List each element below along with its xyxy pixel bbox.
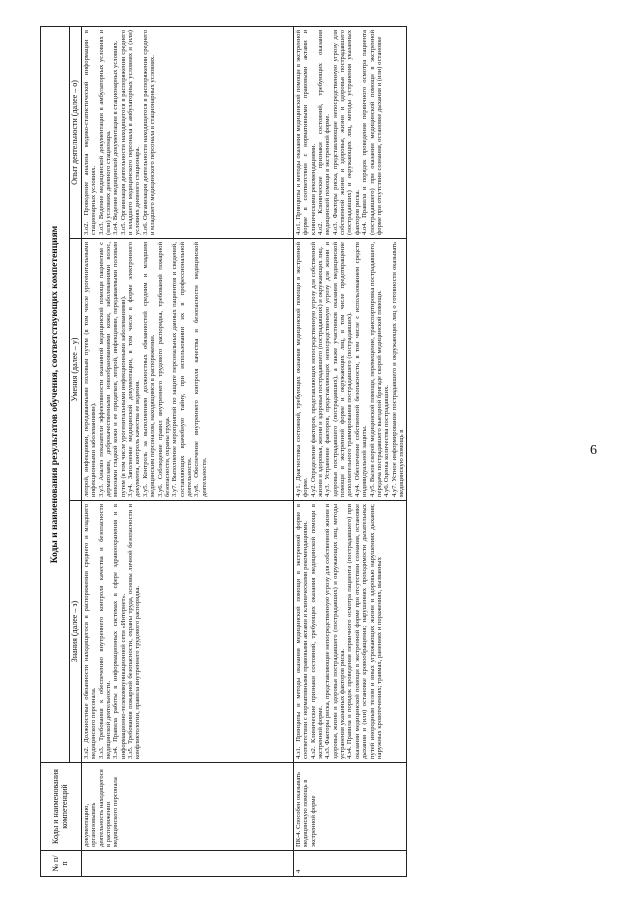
skill-item: 4.у2. Определение факторов, представляющих непосредственную угрозу для собственной жизни и здоровья, жизни и здоровья пострадавшего (пострадавших) и окружающих лиц. <box>309 242 324 497</box>
skill-item: 3.у5. Контроль за выполнением должностных обязанностей средним и младшим медицинским персоналом, находящимся в распоряжении. <box>141 242 157 497</box>
col-header-number: № п/п <box>41 851 82 877</box>
experience-cell <box>81 27 293 239</box>
skill-item: лепрой, инфекциями, передаваемыми половым путем (в том числе урогенитальными инфекционными заболеваниями). <box>82 242 98 497</box>
col-header-skills: Умения (далее – у) <box>70 239 82 501</box>
rotated-table-container <box>40 27 600 877</box>
skill-item: 3.у4. Заполнение медицинской документации, в том числе в форме электронного документа, контроль качества ее ведения. <box>127 242 142 497</box>
group-header: Коды и наименования результатов обучения, соответствующих компетенциям <box>41 27 70 763</box>
col-header-knowledge: Знания (далее – з) <box>70 501 82 763</box>
skills-cell <box>293 239 407 501</box>
experience-item: 4.о2. Клинические признаки состояний, требующих оказания медицинской помощи в экстренной форме. <box>316 30 332 235</box>
knowledge-cell <box>293 501 407 763</box>
skill-item: 4.у7. Устное информирование пострадавшего и окружающих лиц о готовности оказывать медицинскую помощь в <box>390 242 406 497</box>
knowledge-item: 4.з4. Правила и порядок проведения первичного осмотра пациента (пострадавшего) при оказании медицинской помощи в экстренной форме при отсутствии сознания, остановке дыхания и (или) остановке кровообращения; нарушениях проходимости дыхательных путей инородным телом и иных угрожающих жизни и здоровью нарушениях дыхания; наружных кровотечениях; травмах, ранениях и поражениях, вызванных <box>346 504 383 759</box>
knowledge-item: 4.з3. Факторы риска, представляющие непосредственную угрозу для собственной жизни и здоровья, жизни и здоровья пострадавшего (пострадавших) и окружающих лиц, методы устранения указанных факторов риска. <box>324 503 347 759</box>
experience-item: 3.о4. Ведение медицинской документации в стационарных условиях. <box>112 40 120 235</box>
skill-item: 4.у1. Диагностика состояний, требующих оказания медицинской помощи в экстренной форме. <box>294 242 310 497</box>
skills-cell <box>81 239 293 501</box>
row-number <box>81 851 293 877</box>
experience-item: 3.о6. Организация деятельности находящегося в распоряжении среднего и младшего медицинского персонала в стационарных условиях. <box>141 30 157 235</box>
skill-item: 3.у8. Обеспечение внутреннего контроля качества и безопасности медицинской деятельности. <box>193 242 208 497</box>
competence-name: документацию, организовывать деятельность находящегося в распоряжении медицинского персонала <box>81 763 293 851</box>
knowledge-item: 4.з1. Принципы и методы оказания медицинской помощи в экстренной форме в соответствии с нормативными правовыми актами и клиническими рекомендациями. <box>294 504 310 759</box>
competence-table <box>40 26 407 877</box>
experience-item: 4.о4. Правила и порядок проведения первичного осмотра пациента (пострадавшего) при оказании медицинской помощи в экстренной форме при отсутствии сознания, остановке дыхания и (или) остановке <box>361 30 383 235</box>
experience-item: 3.о5. Организация деятельности находящегося в распоряжении среднего и младшего медицинского персонала в амбулаторных условиях и (или) условиях дневного стационара. <box>119 30 142 235</box>
skill-item: 3.у7. Выполнение мероприятий по защите персональных данных пациентов и сведений, составляющих врачебную тайну, при использовании их в профессиональной деятельности. <box>171 242 194 497</box>
skill-item: 3.у3. Анализ показатели эффективности оказанной медицинской помощи пациентам с дерматозами, доброкачественными новообразованиями кожи, заболеваниями волос, микозами гладкой кожи и ее придатков, лепрой, инфекциями, передаваемыми половым путем (в том числе урогенитальными инфекционными заболеваниями). <box>97 242 127 497</box>
skill-item: 4.у6. Оценка количества пострадавших. <box>383 384 391 497</box>
skill-item: 4.у5. Вызов скорой медицинской помощи, перемещение, транспортировка пострадавшего, передача пострадавшего выездной бригаде скорой медицинской помощи. <box>368 242 383 497</box>
experience-item: 4.о3. Факторы риска, представляющие непосредственную угрозу для собственной жизни и здоровья, жизни и здоровья пострадавшего (пострадавших) и окружающих лиц, методы устранения указанных факторов риска. <box>331 30 361 235</box>
page-number: 6 <box>590 443 597 458</box>
table-row <box>81 27 293 877</box>
knowledge-item: 4.з2. Клинические признаки состояний, требующих оказания медицинской помощи в экстренной форме. <box>309 504 324 759</box>
experience-item: 3.о2. Проведение анализа медико-статистической информации в стационарных условиях. <box>82 30 98 235</box>
experience-item: 3.о3. Ведение медицинской документации в амбулаторных условиях и (или) условиях дневного стационара. <box>97 30 112 235</box>
skill-item: 4.у3. Устранение факторов, представляющих непосредственную угрозу для жизни и здоровья пострадавшего (пострадавших), а также участников оказания медицинской помощи в экстренной форме и окружающих лиц, в том числе предотвращение дополнительного травмирования пострадавшего (пострадавших). <box>324 242 354 497</box>
knowledge-cell <box>81 501 293 763</box>
knowledge-item: 3.з2. Должностные обязанности находящегося в распоряжении среднего и младшего медицинского персонала. <box>82 504 98 759</box>
col-header-codes: Коды и наименования компетенций <box>41 763 82 851</box>
knowledge-item: 3.з4. Правила работы в информационных системах в сфере здравоохранения и в информационно-телекоммуникационной сети «Интернет». <box>112 504 127 759</box>
row-number: 4 <box>293 851 407 877</box>
table-row <box>293 27 407 877</box>
experience-cell <box>293 27 407 239</box>
skill-item: 3.у6. Соблюдение правил внутреннего трудового распорядка, требований пожарной безопасности, охраны труда. <box>156 242 171 497</box>
knowledge-item: 3.з3. Требования к обеспечению внутреннего контроля качества и безопасности медицинской деятельности. <box>97 504 112 759</box>
skill-item: 4.у4. Обеспечение собственной безопасности, в том числе с использованием средств индивидуальной защиты. <box>353 242 369 497</box>
competence-name: ПК-4. Способен оказывать медицинскую помощь в экстренной форме <box>293 763 407 851</box>
col-header-experience: Опыт деятельности (далее – о) <box>70 27 82 239</box>
experience-item: 4.о1. Принципы и методы оказания медицинской помощи в экстренной форме в соответствии с нормативными правовыми актами и клиническими рекомендациями. <box>294 30 317 235</box>
knowledge-item: 3.з5. Требования пожарной безопасности, охраны труда, основы личной безопасности и конфликтологии, правила внутреннего трудового распорядка. <box>127 504 142 759</box>
